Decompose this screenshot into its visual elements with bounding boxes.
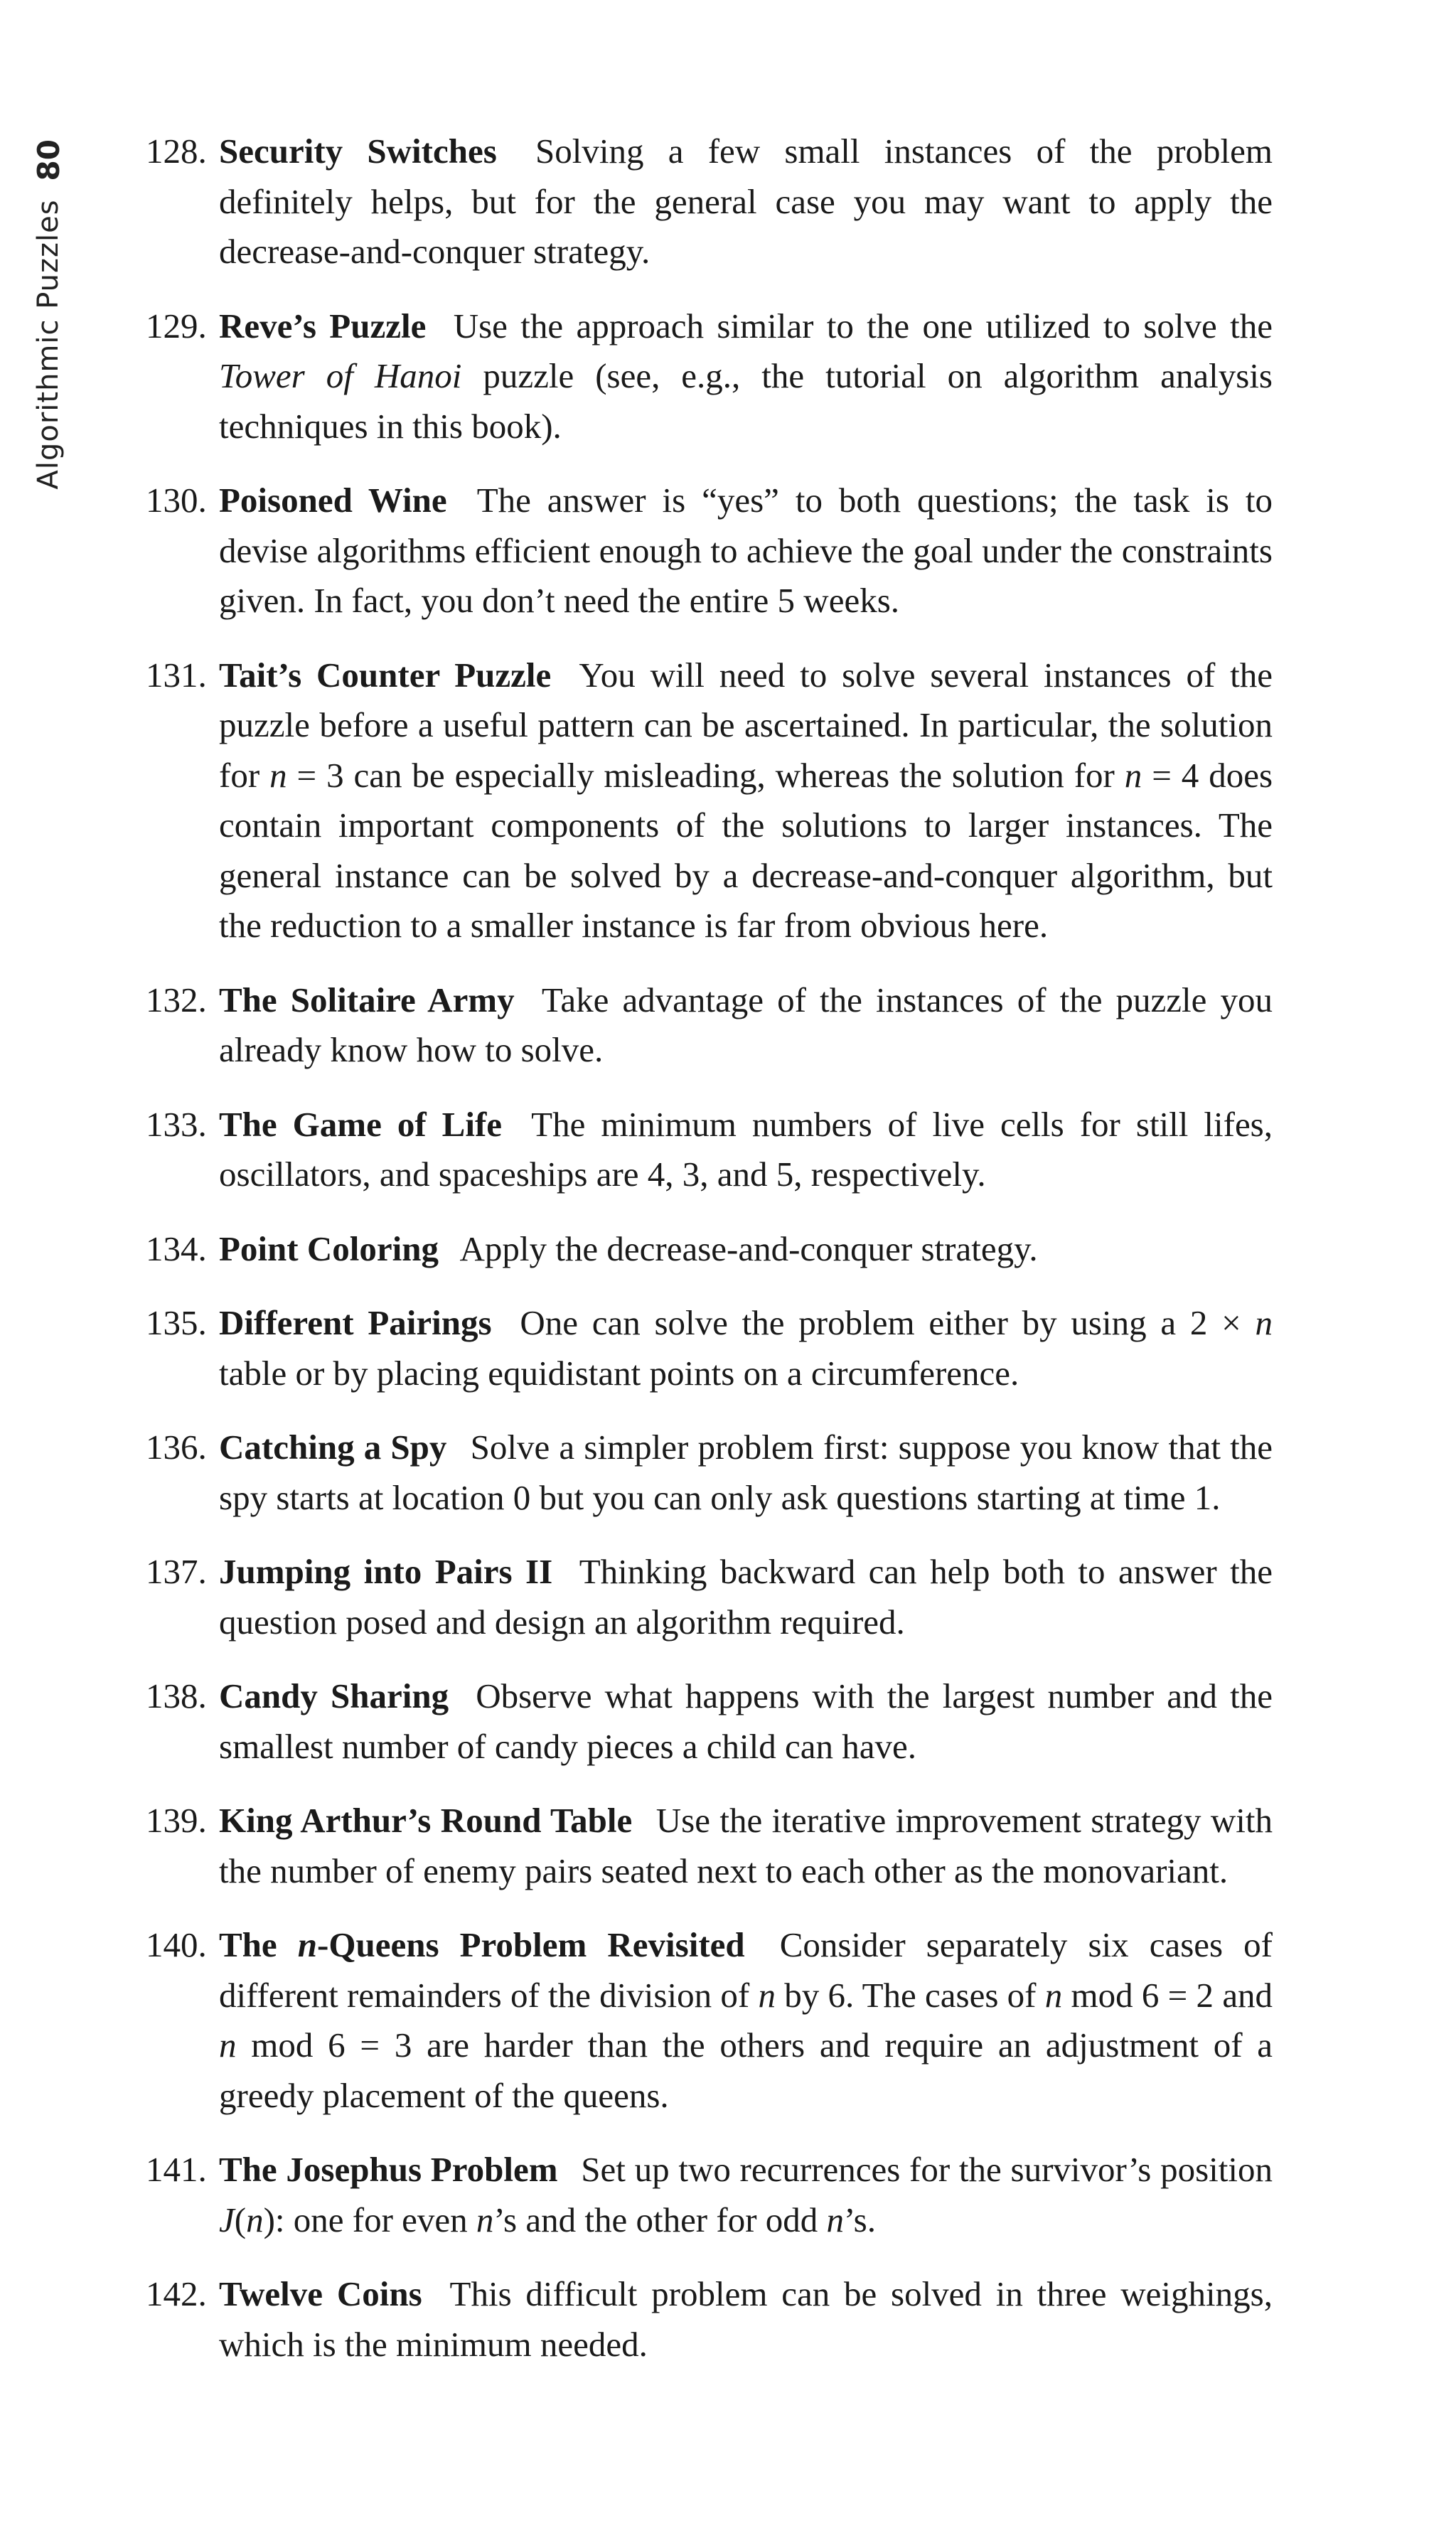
hint-title-part: -Queens Problem Revisited <box>317 1925 745 1964</box>
hint-text: are harder than the others and require an adjustment of a greedy placement of the queens. <box>219 2025 1273 2115</box>
math-expression: = 3 can be especially misleading, whereas the solution for <box>296 755 1115 795</box>
hint-text: table or by placing equidistant points on a circumference. <box>219 1353 1019 1393</box>
math-expression: = 4 <box>1152 755 1199 795</box>
hint-number: 130. <box>146 481 207 520</box>
hint-text: Solve a simpler problem first: suppose you know that the spy starts at location 0 but you can only ask questions starting at time 1. <box>219 1428 1273 1517</box>
math-variable: n <box>476 2200 494 2239</box>
hint-number: 136. <box>146 1428 207 1467</box>
hint-title: The Josephus Problem <box>219 2150 558 2189</box>
hint-141 <box>146 2145 1273 2245</box>
hint-title: Candy Sharing <box>219 1676 449 1715</box>
math-variable: n <box>269 755 287 795</box>
hint-title: Point Coloring <box>219 1228 439 1268</box>
hint-text: ’s and the other for odd <box>493 2200 818 2239</box>
hint-132 <box>146 975 1273 1076</box>
hint-number: 134. <box>146 1228 207 1268</box>
hint-text: Use the approach similar to the one utilized to solve the <box>453 306 1273 346</box>
math-variable: J <box>219 2200 235 2239</box>
hint-number: 135. <box>146 1303 207 1342</box>
hint-129 <box>146 301 1273 452</box>
hint-text: does contain important components of the solutions to larger instances. The general instance can be solved by a decrease-and-conquer algorithm, but the reduction to a smaller instance is far from obvious here. <box>219 755 1273 945</box>
hint-136 <box>146 1423 1273 1523</box>
hint-number: 128. <box>146 132 207 171</box>
hint-135 <box>146 1298 1273 1398</box>
page-number: 80 <box>31 139 66 181</box>
hint-number: 133. <box>146 1104 207 1144</box>
hint-title: The Game of Life <box>219 1104 503 1144</box>
hint-130 <box>146 476 1273 626</box>
hint-text: This difficult problem can be solved in three weighings, which is the minimum needed. <box>219 2274 1273 2364</box>
hint-text: Use the iterative improvement strategy with the number of enemy pairs seated next to each other as the monovariant. <box>219 1801 1273 1890</box>
hint-title: The Solitaire Army <box>219 980 515 1019</box>
hint-title-part: The <box>219 1925 277 1964</box>
hint-133 <box>146 1100 1273 1200</box>
math-variable: n <box>1044 1975 1063 2015</box>
math-variable: n <box>246 2200 264 2239</box>
hint-text: Solving a few small instances of the problem definitely helps, but for the general case you may want to apply the decrease-and-conquer strategy. <box>219 132 1273 271</box>
hint-text: puzzle (see, e.g., the tutorial on algorithm analysis techniques in this book). <box>219 356 1273 446</box>
hint-text: You will need to solve several instances of the puzzle before a useful pattern can be ascertained. In particular, the solution for <box>219 655 1273 795</box>
hint-text: Observe what happens with the largest number and the smallest number of candy pieces a child can have. <box>219 1676 1273 1766</box>
hint-text: Set up two recurrences for the survivor’s position <box>581 2150 1273 2189</box>
running-head <box>27 139 70 495</box>
book-title: Algorithmic Puzzles <box>32 199 65 490</box>
hint-number: 129. <box>146 306 207 346</box>
hint-title: Reve’s Puzzle <box>219 306 427 346</box>
hint-title: Tait’s Counter Puzzle <box>219 655 552 695</box>
math-paren: ) <box>263 2200 275 2239</box>
hint-number: 131. <box>146 655 207 695</box>
hint-142 <box>146 2269 1273 2370</box>
hint-number: 140. <box>146 1925 207 1964</box>
hint-text: The minimum numbers of live cells for still lifes, oscillators, and spaceships are 4, 3, and 5, respectively. <box>219 1104 1273 1194</box>
hint-text: by 6. The cases of <box>784 1975 1037 2015</box>
hint-number: 137. <box>146 1552 207 1591</box>
hint-title: Security Switches <box>219 132 497 171</box>
hint-title: Jumping into Pairs II <box>219 1552 553 1591</box>
hint-128 <box>146 127 1273 277</box>
math-paren: ( <box>234 2200 247 2239</box>
hint-text: Apply the decrease-and-conquer strategy. <box>459 1228 1038 1268</box>
hint-number: 132. <box>146 980 207 1019</box>
hint-text: Thinking backward can help both to answer the question posed and design an algorithm required. <box>219 1552 1273 1642</box>
hint-text-italic: Tower of Hanoi <box>219 356 462 395</box>
hint-text: Consider separately six cases of different remainders of the division of <box>219 1925 1273 2015</box>
hint-text: Take advantage of the instances of the puzzle you already know how to solve. <box>219 980 1273 1069</box>
hint-number: 138. <box>146 1676 207 1715</box>
math-variable: n <box>1255 1303 1273 1342</box>
math-variable: n <box>297 1925 318 1964</box>
hint-137 <box>146 1547 1273 1647</box>
hint-title <box>219 1925 745 1964</box>
hint-title: Different Pairings <box>219 1303 492 1342</box>
hint-131 <box>146 651 1273 951</box>
hints-list <box>146 127 1273 2394</box>
hint-title: King Arthur’s Round Table <box>219 1801 633 1840</box>
math-variable: n <box>826 2200 845 2239</box>
hint-text: One can solve the problem either by using a 2 × <box>520 1303 1241 1342</box>
hint-title: Catching a Spy <box>219 1428 447 1467</box>
hint-number: 142. <box>146 2274 207 2313</box>
hint-134 <box>146 1224 1273 1275</box>
math-variable: n <box>219 2025 237 2065</box>
math-variable: n <box>1124 755 1142 795</box>
hint-title: Twelve Coins <box>219 2274 422 2313</box>
hint-139 <box>146 1796 1273 1896</box>
hint-text: : one for even <box>274 2200 468 2239</box>
hint-140 <box>146 1920 1273 2121</box>
math-expression: mod 6 = 2 <box>1071 1975 1214 2015</box>
hint-title: Poisoned Wine <box>219 481 447 520</box>
hint-number: 141. <box>146 2150 207 2189</box>
hint-text: The answer is “yes” to both questions; the task is to devise algorithms efficient enough to achieve the goal under the constraints given. In fact, you don’t need the entire 5 weeks. <box>219 481 1273 620</box>
math-variable: n <box>758 1975 776 2015</box>
hint-text: ’s. <box>844 2200 876 2239</box>
hint-number: 139. <box>146 1801 207 1840</box>
hint-text: and <box>1222 1975 1273 2015</box>
math-expression: mod 6 = 3 <box>251 2025 412 2065</box>
hint-138 <box>146 1671 1273 1772</box>
